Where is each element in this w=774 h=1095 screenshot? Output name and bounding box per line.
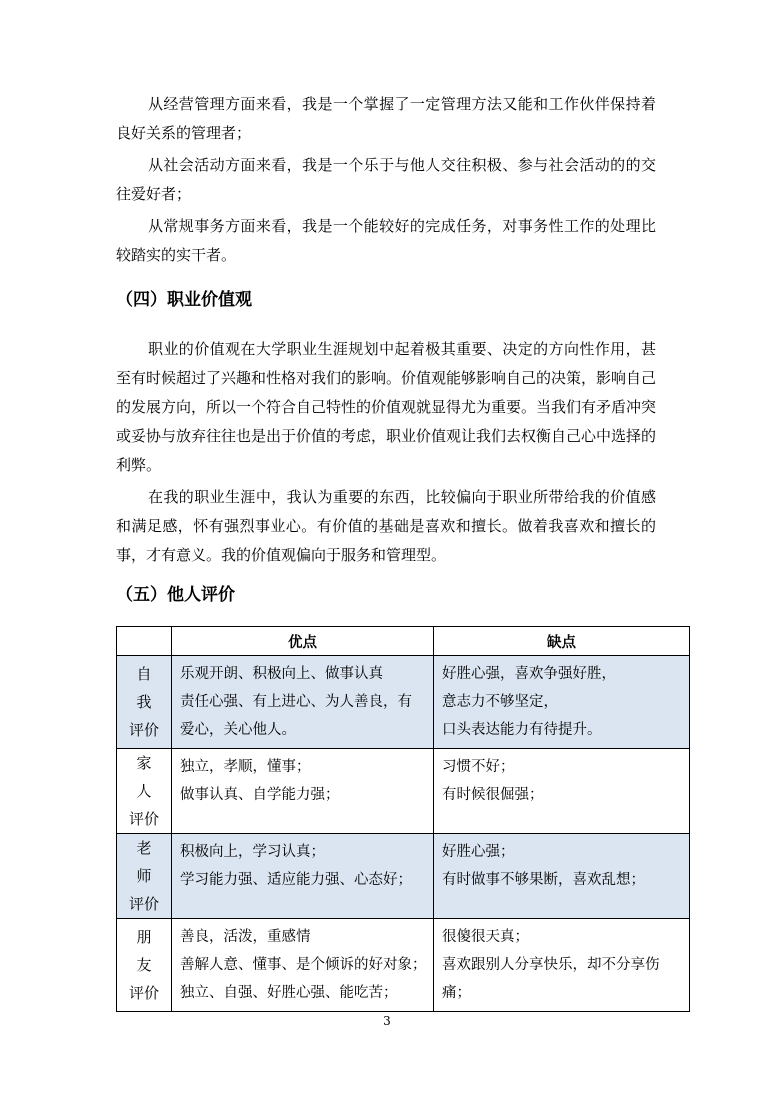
- paragraph-routine: 从常规事务方面来看，我是一个能较好的完成任务，对事务性工作的处理比较踏实的实干者。: [116, 217, 656, 264]
- paragraph-values-personal: 在我的职业生涯中，我认为重要的东西，比较偏向于职业所带给我的价值感和满足感，怀有强烈事业心。有价值的基础是喜欢和擅长。做着我喜欢和擅长的事，才有意义。我的价值观偏向于服务和管理型。: [116, 488, 656, 564]
- row-label: 自我 评价: [117, 656, 172, 749]
- pros-cell: 乐观开朗、积极向上、做事认真 责任心强、有上进心、为人善良，有 爱心，关心他人。: [172, 656, 434, 749]
- evaluation-table: [116, 626, 690, 1012]
- section-heading-evaluation: （五）他人评价: [116, 585, 235, 605]
- pros-cell: 善良，活泼，重感情 善解人意、懂事、是个倾诉的好对象； 独立、自强、好胜心强、能吃苦；: [172, 919, 434, 1012]
- table-row-family: [117, 749, 690, 834]
- table-row-friends: [117, 919, 690, 1012]
- cons-cell: 好胜心强，喜欢争强好胜， 意志力不够坚定， 口头表达能力有待提升。: [434, 656, 690, 749]
- table-row-self: [117, 656, 690, 749]
- cons-cell: 很傻很天真； 喜欢跟别人分享快乐，却不分享伤 痛；: [434, 919, 690, 1012]
- table-header-pros: 优点: [172, 627, 434, 656]
- table-header-blank: [117, 627, 172, 656]
- paragraph-social: 从社会活动方面来看，我是一个乐于与他人交往积极、参与社会活动的的交往爱好者；: [116, 156, 656, 203]
- table-header-row: [117, 627, 690, 656]
- table-header-cons: 缺点: [434, 627, 690, 656]
- pros-cell: 独立，孝顺，懂事； 做事认真、自学能力强；: [172, 749, 434, 834]
- section-heading-values: （四）职业价值观: [116, 290, 252, 310]
- pros-cell: 积极向上，学习认真； 学习能力强、适应能力强、心态好；: [172, 834, 434, 919]
- cons-cell: 习惯不好； 有时候很倔强；: [434, 749, 690, 834]
- row-label: 朋友 评价: [117, 919, 172, 1012]
- paragraph-management: 从经营管理方面来看，我是一个掌握了一定管理方法又能和工作伙伴保持着良好关系的管理者；: [116, 95, 656, 142]
- paragraph-values-intro: 职业的价值观在大学职业生涯规划中起着极其重要、决定的方向性作用，甚至有时候超过了兴趣和性格对我们的影响。价值观能够影响自己的决策，影响自己的发展方向，所以一个符合自己特性的价值观就显得尤为重要。当我们有矛盾冲突或妥协与放弃往往也是出于价值的考虑，职业价值观让我们去权衡自己心中选择的利弊。: [116, 340, 657, 474]
- table-row-teacher: [117, 834, 690, 919]
- row-label: 家人 评价: [117, 749, 172, 834]
- page-number: 3: [383, 1014, 391, 1028]
- row-label: 老师 评价: [117, 834, 172, 919]
- cons-cell: 好胜心强； 有时做事不够果断，喜欢乱想；: [434, 834, 690, 919]
